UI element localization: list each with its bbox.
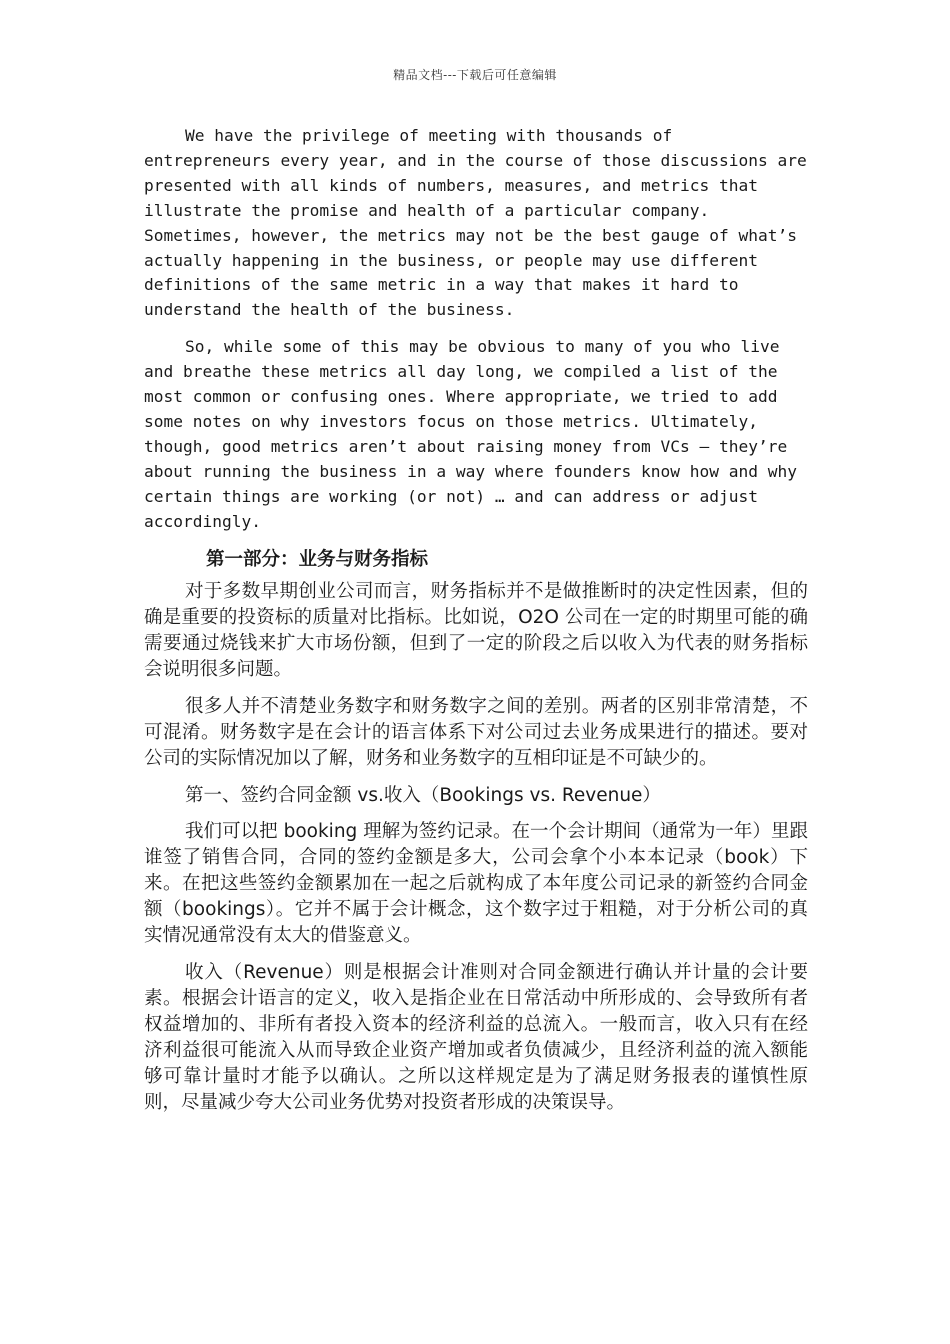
chinese-paragraph-revenue: 收入（Revenue）则是根据会计准则对合同金额进行确认并计量的会计要素。根据会计语言的定义，收入是指企业在日常活动中所形成的、会导致所有者权益增加的、非所有者投入资本的经济利益的总流入。一般而言，收入只有在经济利益很可能流入从而导致企业资产增加或者负债减少，且经济利益的流入额能够可靠计量时才能予以确认。之所以这样规定是为了满足财务报表的谨慎性原则，尽量减少夸大公司业务优势对投资者形成的决策误导。 [144, 961, 808, 1113]
page-header: 精品文档---下载后可任意编辑 [393, 68, 557, 82]
english-paragraph-1: We have the privilege of meeting with thousands of entrepreneurs every year, and in the course of those discussions are presented with all kinds of numbers, measures, and metrics that illustrate the promise and health of a particular company. Sometimes, however, the metrics may not be the best gauge of what’s actually happening in the business, or people may use different definitions of the same metric in a way that makes it hard to understand the health of the business. [144, 126, 807, 320]
sub-heading-bookings-revenue: 第一、签约合同金额 vs.收入（Bookings vs. Revenue） [185, 784, 661, 806]
chinese-paragraph-intro-1: 对于多数早期创业公司而言，财务指标并不是做推断时的决定性因素，但的确是重要的投资标的质量对比指标。比如说，O2O 公司在一定的时期里可能的确需要通过烧钱来扩大市场份额，但到了一定的阶段之后以收入为代表的财务指标会说明很多问题。 [144, 580, 808, 680]
chinese-paragraph-bookings: 我们可以把 booking 理解为签约记录。在一个会计期间（通常为一年）里跟谁签了销售合同，合同的签约金额是多大，公司会拿个小本本记录（book）下来。在把这些签约金额累加在一起之后就构成了本年度公司记录的新签约合同金额（bookings）。它并不属于会计概念，这个数字过于粗糙，对于分析公司的真实情况通常没有太大的借鉴意义。 [144, 820, 808, 946]
document-body [144, 124, 808, 1127]
chinese-paragraph-intro-2: 很多人并不清楚业务数字和财务数字之间的差别。两者的区别非常清楚，不可混淆。财务数字是在会计的语言体系下对公司过去业务成果进行的描述。要对公司的实际情况加以了解，财务和业务数字的互相印证是不可缺少的。 [144, 695, 808, 769]
english-paragraph-2: So, while some of this may be obvious to many of you who live and breathe these metrics all day long, we compiled a list of the most common or confusing ones. Where appropriate, we tried to add some notes on why investors focus on those metrics. Ultimately, though, good metrics aren’t about raising money from VCs — they’re about running the business in a way where founders know how and why certain things are working (or not) … and can address or adjust accordingly. [144, 337, 797, 531]
section-heading: 第一部分：业务与财务指标 [206, 548, 429, 570]
